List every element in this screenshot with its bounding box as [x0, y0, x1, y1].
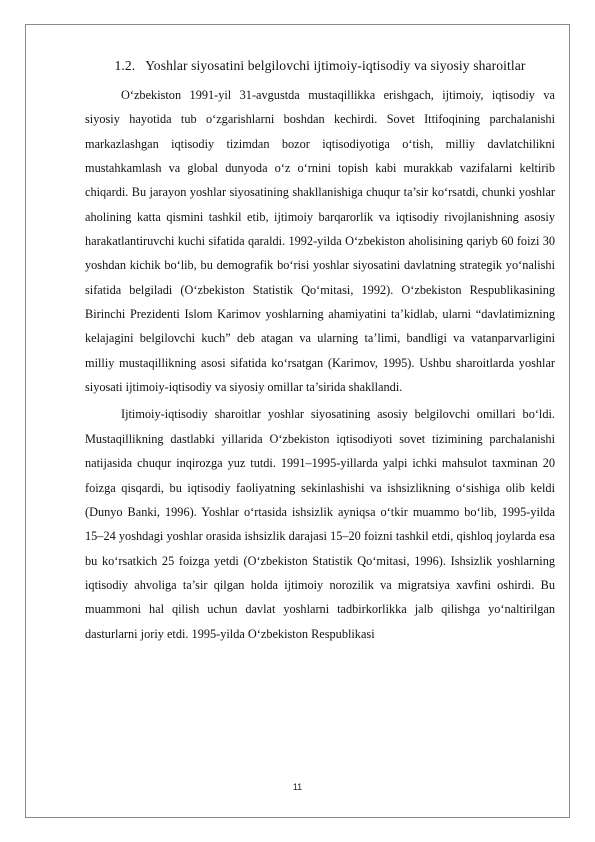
section-number: 1.2.: [114, 58, 136, 73]
section-title: Yoshlar siyosatini belgilovchi ijtimoiy-iqtisodiy va siyosiy sharoitlar: [145, 58, 526, 73]
paragraph: O‘zbekiston 1991-yil 31-avgustda mustaqillikka erishgach, ijtimoiy, iqtisodiy va siyosiy hayotida tub o‘zgarishlarni boshdan kechirdi. Sovet Ittifoqining parchalanishi markazlashgan iqtisodiy tizimdan bozor iqtisodiyotiga o‘tish, milliy davlatchilikni mustahkamlash va global dunyoda o‘z o‘rnini topish kabi murakkab vazifalarni keltirib chiqardi. Bu jarayon yoshlar siyosatining shakllanishiga chuqur ta’sir ko‘rsatdi, chunki yoshlar aholining katta qismini tashkil etib, ijtimoiy barqarorlik va iqtisodiy rivojlanishning asosiy harakatlantiruvchi kuchi sifatida qaraldi. 1992-yilda O‘zbekiston aholisining qariyb 60 foizi 30 yoshdan kichik bo‘lib, bu demografik bo‘risi yoshlar siyosatini davlatning strategik yo‘nalishi sifatida belgiladi (O‘zbekiston Statistik Qo‘mitasi, 1992). O‘zbekiston Respublikasining Birinchi Prezidenti Islom Karimov yoshlarning ahamiyatini ta’kidlab, ularni “davlatimizning kelajagini belgilovchi kuch” deb atagan va ularning ta’limi, bandligi va vatanparvarligini milliy mustaqillikning asosi sifatida ko‘rsatgan (Karimov, 1995). Ushbu sharoitlarda yoshlar siyosati ijtimoiy-iqtisodiy va siyosiy omillar ta’sirida shakllandi.: [85, 88, 555, 395]
section-heading: [85, 54, 555, 78]
page-number: 11: [292, 782, 303, 792]
paragraph: Ijtimoiy-iqtisodiy sharoitlar yoshlar siyosatining asosiy belgilovchi omillari bo‘ldi. Mustaqillikning dastlabki yillarida O‘zbekiston iqtisodiyoti sovet tizimining parchalanishi natijasida chuqur inqirozga yuz tutdi. 1991–1995-yillarda yalpi ichki mahsulot taxminan 20 foizga qisqardi, bu iqtisodiy faoliyatning sekinlashishi va ishsizlikning o‘sishiga olib keldi (Dunyo Banki, 1996). Yoshlar o‘rtasida ishsizlik ayniqsa o‘tkir muammo bo‘lib, 1995-yilda 15–24 yoshdagi yoshlar orasida ishsizlik darajasi 15–20 foizni tashkil etdi, qishloq joylarda esa bu ko‘rsatkich 25 foizga yetdi (O‘zbekiston Statistik Qo‘mitasi, 1996). Ishsizlik yoshlarning iqtisodiy ahvoliga ta’sir qilgan holda ijtimoiy norozilik va migratsiya xavfini oshirdi. Bu muammoni hal qilish uchun davlat yoshlarni tadbirkorlikka jalb qilishga yo‘naltirilgan dasturlarni joriy etdi. 1995-yilda O‘zbekiston Respublikasi: [85, 407, 555, 641]
document-body: [85, 54, 555, 646]
